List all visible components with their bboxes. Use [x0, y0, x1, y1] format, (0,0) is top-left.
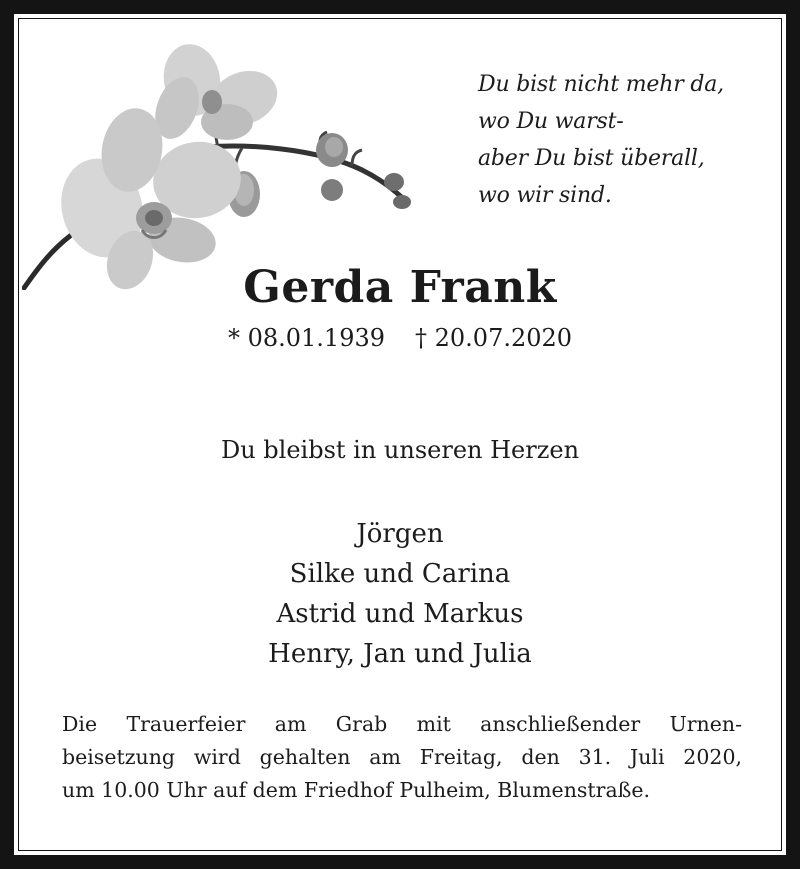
mourner: Silke und Carina [289, 559, 511, 589]
death-date: † 20.07.2020 [415, 324, 573, 352]
mourner: Astrid und Markus [276, 599, 524, 629]
life-dates [0, 324, 800, 352]
notice-line: um 10.00 Uhr auf dem Friedhof Pulheim, Blumenstraße. [62, 778, 651, 802]
poem-line: wo Du warst- [478, 109, 624, 134]
mourner: Henry, Jan und Julia [268, 639, 532, 669]
birth-date: * 08.01.1939 [227, 324, 385, 352]
mourners-list [0, 514, 800, 674]
poem [478, 66, 768, 214]
mourner: Jörgen [356, 519, 444, 549]
notice-line: beisetzung wird gehalten am Freitag, den 31. Juli 2020, [62, 745, 742, 769]
deceased-name: Gerda Frank [243, 262, 557, 313]
poem-line: wo wir sind. [478, 183, 612, 208]
notice-line: Die Trauerfeier am Grab mit anschließender Urnen- [62, 712, 742, 736]
funeral-notice [62, 708, 742, 807]
orchid-branch-icon [22, 40, 422, 290]
poem-line: aber Du bist überall, [478, 146, 705, 171]
remembrance-message: Du bleibst in unseren Herzen [220, 436, 580, 464]
poem-line: Du bist nicht mehr da, [478, 72, 724, 97]
